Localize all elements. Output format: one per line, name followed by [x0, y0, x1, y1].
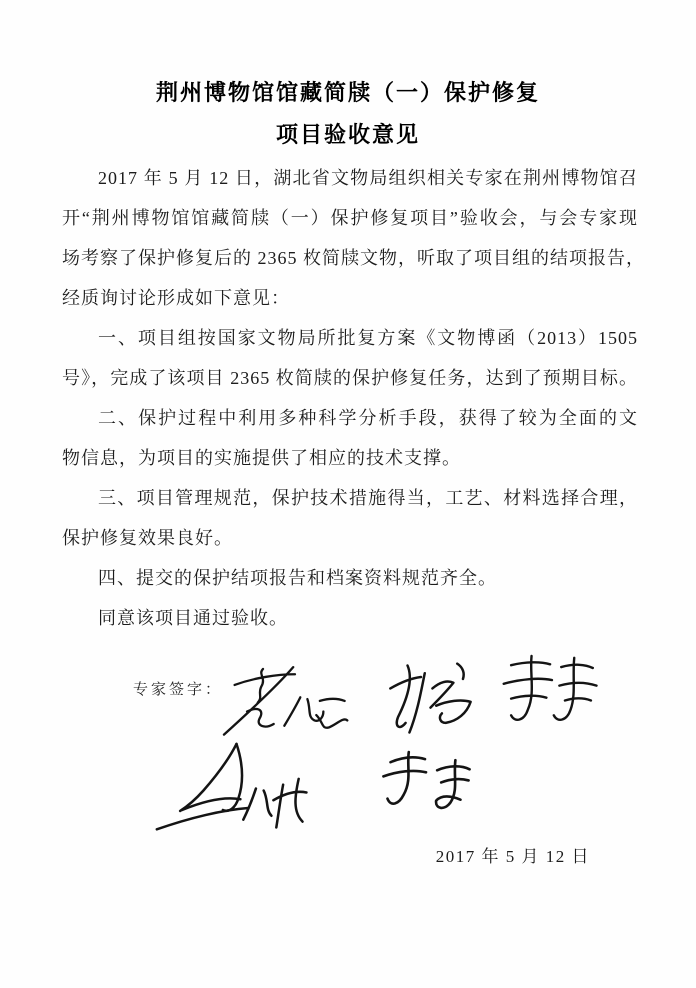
body-line-3: 场考察了保护修复后的 2365 枚简牍文物，听取了项目组的结项报告，	[62, 248, 645, 268]
body-line-7: 二、保护过程中利用多种科学分析手段，获得了较为全面的文	[98, 408, 638, 428]
body-line-1: 2017 年 5 月 12 日，湖北省文物局组织相关专家在荆州博物馆召	[98, 168, 638, 188]
body-line-8: 物信息，为项目的实施提供了相应的技术支撑。	[62, 448, 461, 468]
handwritten-signature-4	[150, 740, 322, 842]
body-line-4: 经质询讨论形成如下意见：	[62, 288, 290, 308]
document-body	[62, 158, 645, 638]
body-line-6: 号》，完成了该项目 2365 枚简牍的保护修复任务，达到了预期目标。	[62, 368, 638, 388]
handwritten-signature-5	[367, 748, 485, 824]
expert-signature-label: 专家签字：	[133, 682, 224, 698]
body-line-2: 开“荆州博物馆馆藏简牍（一）保护修复项目”验收会，与会专家现	[62, 208, 638, 228]
body-line-9: 三、项目管理规范，保护技术措施得当，工艺、材料选择合理，	[98, 488, 638, 508]
body-line-10: 保护修复效果良好。	[62, 528, 233, 548]
body-line-12: 同意该项目通过验收。	[98, 608, 288, 628]
handwritten-signature-1	[208, 656, 350, 752]
body-line-5: 一、项目组按国家文物局所批复方案《文物博函（2013）1505	[98, 328, 638, 348]
document-title-line1: 荆州博物馆馆藏简牍（一）保护修复	[155, 80, 540, 105]
document-title	[0, 72, 696, 156]
handwritten-signature-2	[374, 656, 486, 742]
document-date: 2017 年 5 月 12 日	[435, 847, 590, 866]
document-title-line2: 项目验收意见	[275, 122, 420, 147]
handwritten-signature-3	[487, 648, 603, 740]
body-line-11: 四、提交的保护结项报告和档案资料规范齐全。	[98, 568, 497, 588]
